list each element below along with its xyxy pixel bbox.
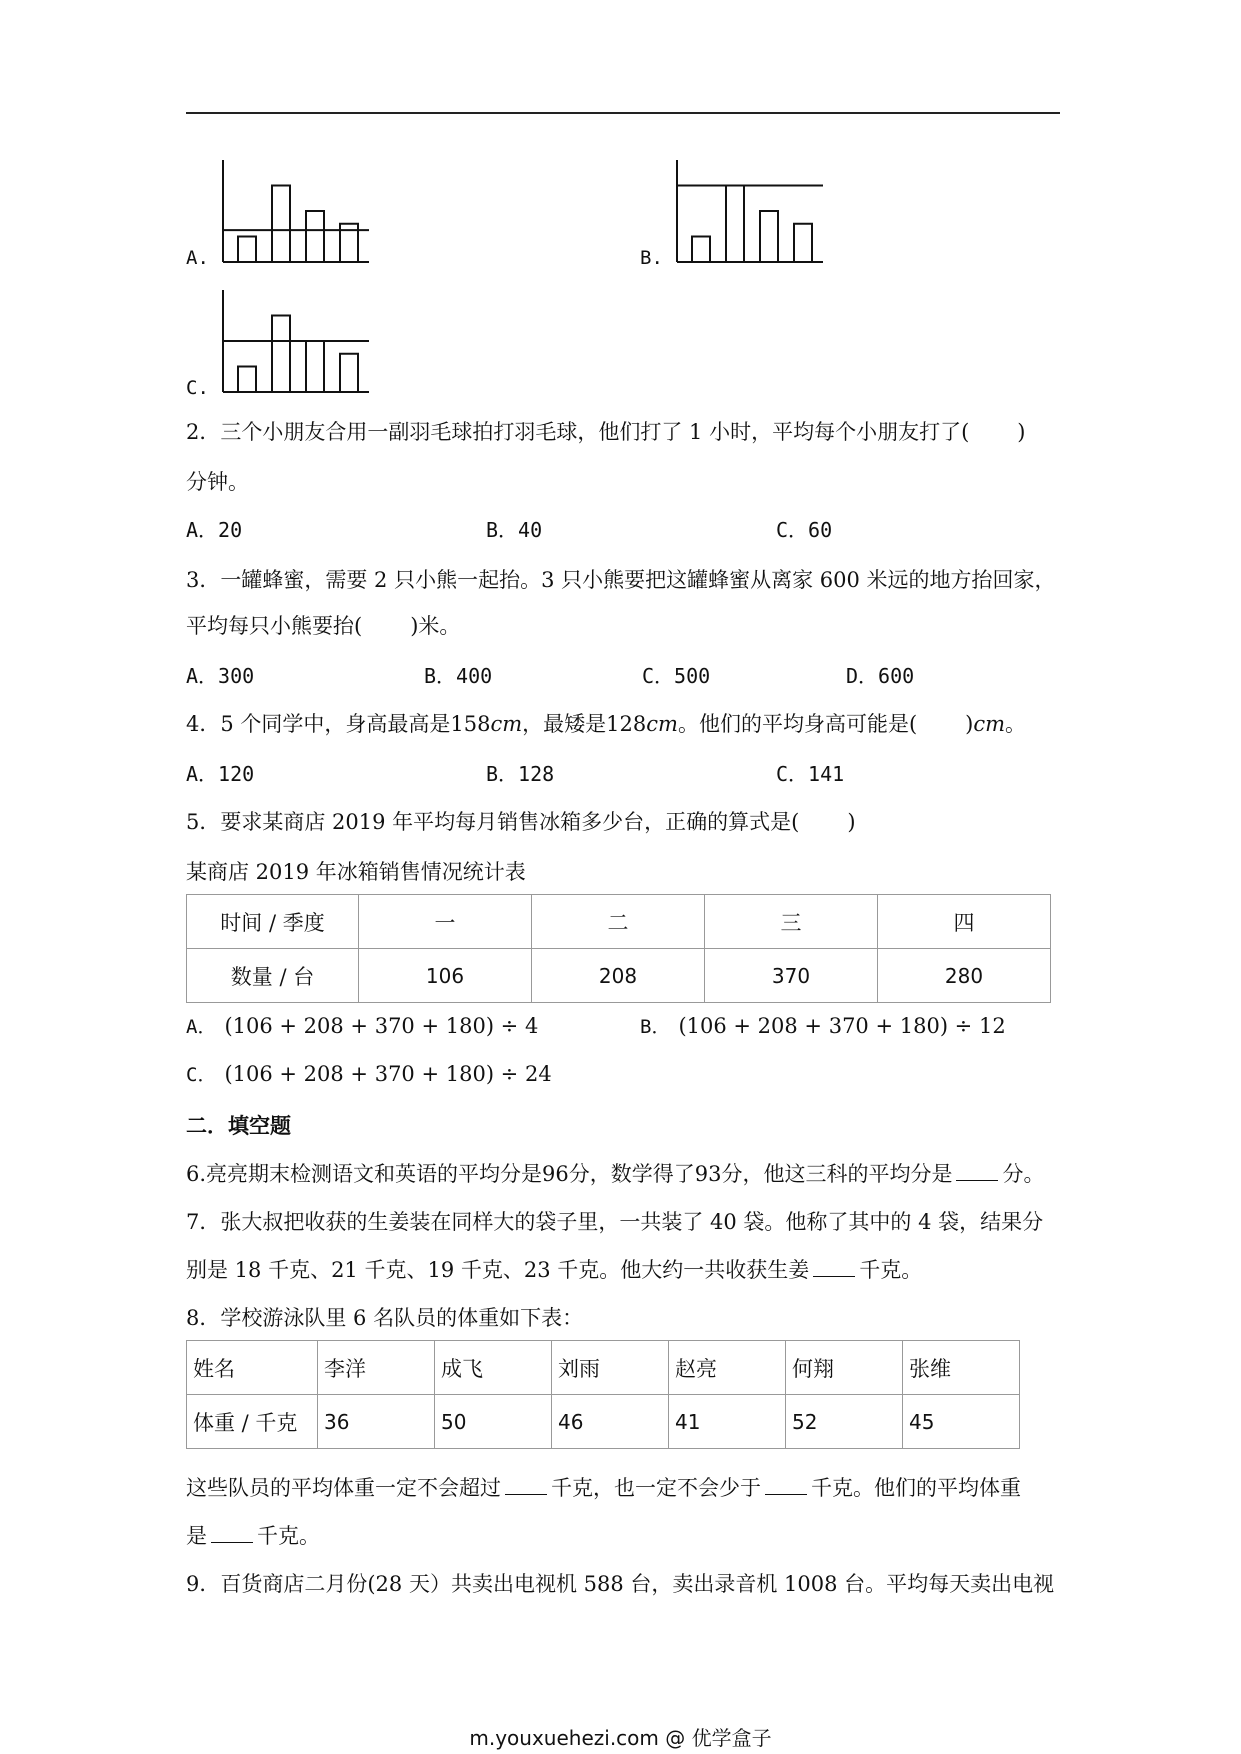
q4-option-c[interactable]: C．141 (776, 762, 845, 786)
q5-row-label: 数量 / 台 (187, 949, 359, 1003)
q8-weight: 46 (552, 1395, 669, 1449)
q5-option-a[interactable] (186, 1012, 538, 1041)
q8-stem: 这些队员的平均体重一定不会超过 (186, 1476, 501, 1500)
q2-line2: 分钟。 (186, 470, 249, 494)
q5-header-q4: 四 (878, 895, 1051, 949)
q7-stem-end: 千克。 (859, 1258, 923, 1282)
q7-stem: 别是 18 千克、21 千克、19 千克、23 千克。他大约一共收获生姜 (186, 1258, 810, 1282)
q4-paren-close: ) (965, 712, 974, 736)
q5-value-q4: 280 (878, 949, 1051, 1003)
q5-option-b-label: B． (640, 1016, 671, 1038)
q6-stem: 6.亮亮期末检测语文和英语的平均分是96分，数学得了93分，他这三科的平均分是 (186, 1162, 953, 1186)
q1-chart-c (222, 290, 392, 396)
bar (272, 316, 290, 393)
q8-header-name: 赵亮 (669, 1341, 786, 1395)
q8-min-blank[interactable] (765, 1476, 807, 1495)
q1-chart-a (222, 160, 392, 266)
q8-stem2-end: 千克。 (257, 1524, 320, 1548)
bar (726, 186, 744, 263)
q5-stem: 5．要求某商店 2019 年平均每月销售冰箱多少台，正确的算式是( (186, 810, 800, 834)
q8-average-blank[interactable] (211, 1524, 253, 1543)
q4-stem: 4．5 个同学中，身高最高是158 (186, 712, 491, 736)
q3-option-b[interactable]: B．400 (424, 664, 493, 688)
q8-line1 (186, 1474, 1021, 1502)
header-rule (186, 112, 1060, 114)
q8-intro: 8．学校游泳队里 6 名队员的体重如下表： (186, 1306, 584, 1330)
q8-weight: 50 (435, 1395, 552, 1449)
bar (238, 367, 256, 393)
q5-value-q2: 208 (532, 949, 705, 1003)
q2-stem: 2．三个小朋友合用一副羽毛球拍打羽毛球，他们打了 1 小时，平均每个小朋友打了( (186, 420, 970, 444)
q3-option-a[interactable]: A．300 (186, 664, 255, 688)
q5-header-q2: 二 (532, 895, 705, 949)
q8-header-name: 张维 (903, 1341, 1020, 1395)
q6-answer-blank[interactable] (956, 1162, 998, 1181)
q5-option-b-formula: (106 + 208 + 370 + 180) ÷ 12 (678, 1014, 1006, 1038)
q8-weight: 36 (318, 1395, 435, 1449)
q8-header-name: 李洋 (318, 1341, 435, 1395)
q5-line1 (186, 808, 856, 836)
q4-stem-mid2: 。他们的平均身高可能是( (677, 712, 918, 736)
table-row (187, 949, 1051, 1003)
q5-option-c[interactable] (186, 1060, 552, 1089)
bar (306, 341, 324, 392)
q3-stem-end: )米。 (410, 614, 461, 638)
bar (306, 211, 324, 262)
q4-unit-1: cm (490, 712, 523, 736)
q5-option-a-label: A． (186, 1016, 217, 1038)
q3-stem: 平均每只小熊要抬( (186, 614, 363, 638)
q2-option-a[interactable]: A．20 (186, 518, 243, 542)
q5-table (186, 894, 1051, 1003)
q4-line (186, 710, 1026, 738)
bar (760, 211, 778, 262)
q5-header-q3: 三 (705, 895, 878, 949)
q2-paren-close: ) (1017, 420, 1026, 444)
q8-stem2: 是 (186, 1524, 207, 1548)
q5-option-a-formula: (106 + 208 + 370 + 180) ÷ 4 (224, 1014, 539, 1038)
bar (272, 186, 290, 263)
footer-watermark: m.youxuehezi.com @ 优学盒子 (469, 1726, 772, 1750)
bar (794, 224, 812, 262)
q1-option-a-label[interactable]: A. (186, 247, 209, 269)
q8-table (186, 1340, 1020, 1449)
q5-paren-close: ) (847, 810, 856, 834)
q7-line2 (186, 1256, 922, 1284)
q8-header-name: 何翔 (786, 1341, 903, 1395)
q5-option-c-label: C． (186, 1064, 217, 1086)
bar (692, 237, 710, 263)
table-row (187, 1395, 1020, 1449)
q8-stem-mid: 千克，也一定不会少于 (551, 1476, 761, 1500)
q4-option-a[interactable]: A．120 (186, 762, 255, 786)
q8-header-name: 刘雨 (552, 1341, 669, 1395)
q8-header-label: 姓名 (187, 1341, 318, 1395)
q5-header-q1: 一 (359, 895, 532, 949)
table-row (187, 895, 1051, 949)
q8-weight: 41 (669, 1395, 786, 1449)
q4-unit-2: cm (646, 712, 678, 736)
q8-weight: 52 (786, 1395, 903, 1449)
q5-value-q1: 106 (359, 949, 532, 1003)
bar (238, 237, 256, 263)
q7-line1: 7．张大叔把收获的生姜装在同样大的袋子里，一共装了 40 袋。他称了其中的 4 袋，结果分 (186, 1210, 1044, 1234)
q8-header-name: 成飞 (435, 1341, 552, 1395)
q5-value-q3: 370 (705, 949, 878, 1003)
q3-line1: 3．一罐蜂蜜，需要 2 只小熊一起抬。3 只小熊要把这罐蜂蜜从离家 600 米远的地方抬回家， (186, 568, 1056, 592)
q5-option-c-formula: (106 + 208 + 370 + 180) ÷ 24 (224, 1062, 552, 1086)
q1-option-c-label[interactable]: C. (186, 377, 209, 399)
q4-stem-mid: ，最矮是128 (522, 712, 647, 736)
q2-option-b[interactable]: B．40 (486, 518, 543, 542)
q5-header-label: 时间 / 季度 (187, 895, 359, 949)
q8-row-label: 体重 / 千克 (187, 1395, 318, 1449)
section-fill-in-title: 二．填空题 (186, 1113, 291, 1138)
q5-option-b[interactable] (640, 1012, 1006, 1041)
q6-stem-end: 分。 (1002, 1162, 1045, 1186)
q1-option-b-label[interactable]: B. (640, 247, 663, 269)
q3-option-c[interactable]: C．500 (642, 664, 711, 688)
q4-unit-3: cm (973, 712, 1006, 736)
q8-stem-end: 千克。他们的平均体重 (811, 1476, 1021, 1500)
q4-stem-end: 。 (1005, 712, 1027, 736)
bar (340, 354, 358, 392)
q9-line1: 9．百货商店二月份(28 天）共卖出电视机 588 台，卖出录音机 1008 台。平均每天卖出电视 (186, 1572, 1055, 1596)
q1-chart-b (676, 160, 846, 266)
q2-option-c[interactable]: C．60 (776, 518, 833, 542)
q4-option-b[interactable]: B．128 (486, 762, 555, 786)
q8-max-blank[interactable] (505, 1476, 547, 1495)
q5-table-title: 某商店 2019 年冰箱销售情况统计表 (186, 860, 526, 884)
q8-line2 (186, 1522, 320, 1550)
q7-answer-blank[interactable] (813, 1258, 855, 1277)
q3-line2 (186, 612, 460, 640)
table-row (187, 1341, 1020, 1395)
q8-weight: 45 (903, 1395, 1020, 1449)
q2-line1 (186, 418, 1025, 446)
q6-line (186, 1160, 1044, 1188)
q3-option-d[interactable]: D．600 (846, 664, 915, 688)
